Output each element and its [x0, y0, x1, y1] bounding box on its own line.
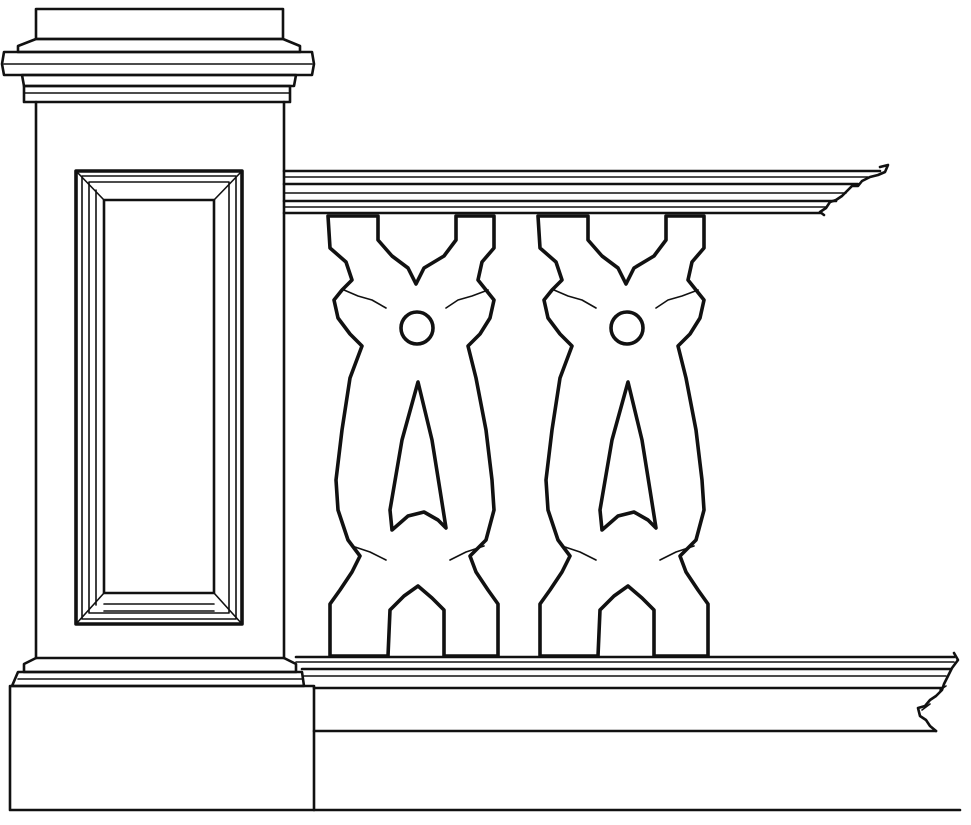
newel-post-base: [10, 658, 314, 810]
newel-post-panel: [76, 171, 242, 624]
balusters: [328, 216, 708, 656]
newel-post: [2, 9, 314, 810]
newel-post-cap: [2, 9, 314, 102]
baluster-outline: [538, 216, 708, 656]
handrail: [284, 165, 888, 215]
baluster-2: [538, 216, 708, 656]
baluster-1: [328, 216, 498, 656]
bottom-rail: [296, 653, 960, 810]
baluster-outline: [328, 216, 498, 656]
newel-post-shaft: [36, 102, 284, 658]
